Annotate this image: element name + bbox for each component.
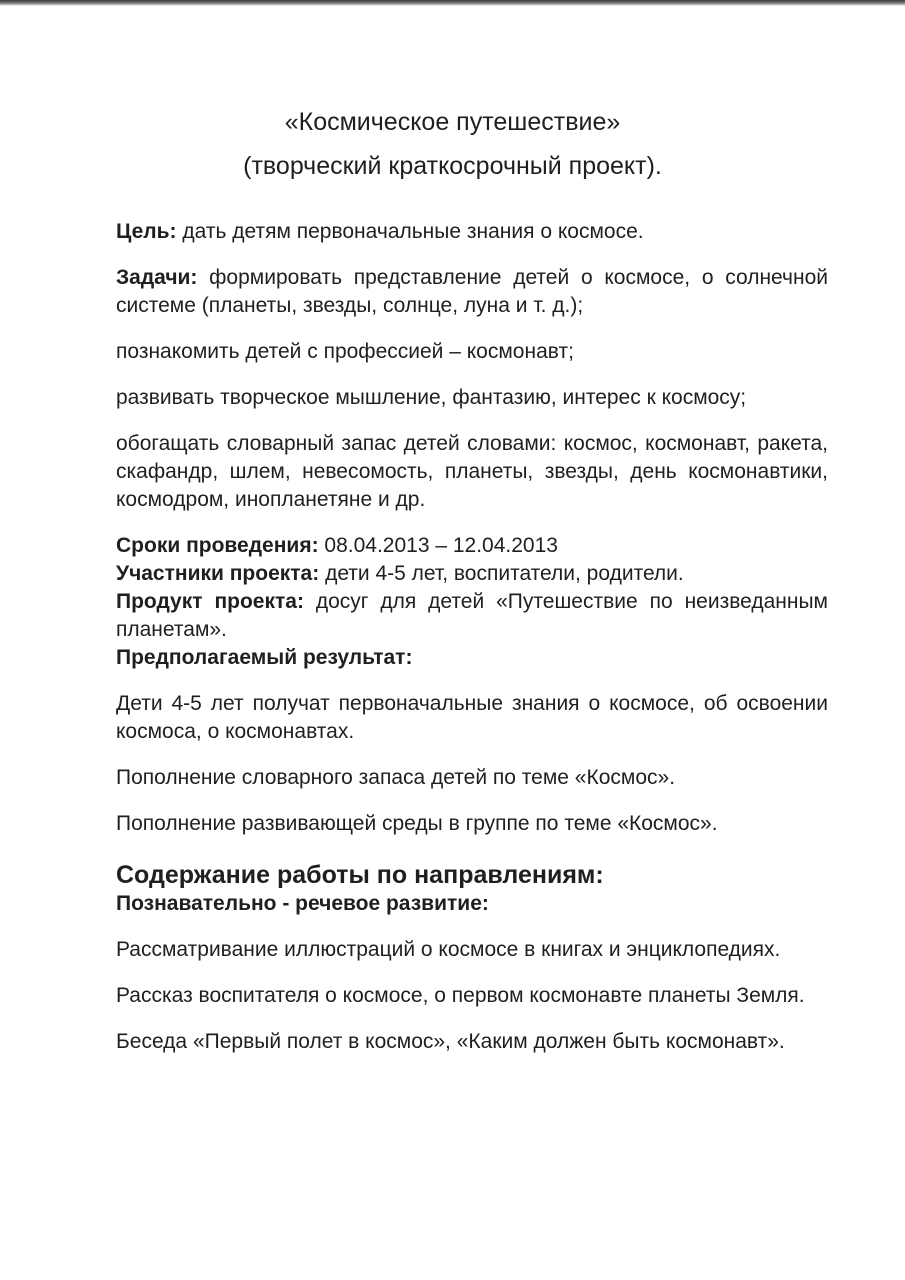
- goal-paragraph: [116, 218, 828, 246]
- content-item-1: Рассматривание иллюстраций о космосе в книгах и энциклопедиях.: [116, 938, 781, 961]
- goal-text: дать детям первоначальные знания о космосе.: [176, 220, 644, 243]
- expected-item-3: Пополнение развивающей среды в группе по теме «Космос».: [116, 812, 718, 835]
- task-item-3: развивать творческое мышление, фантазию, интерес к космосу;: [116, 386, 747, 409]
- section-heading: Содержание работы по направлениям:: [116, 861, 604, 889]
- expected-item-2: Пополнение словарного запаса детей по теме «Космос».: [116, 766, 676, 789]
- product-label: Продукт проекта:: [116, 590, 304, 613]
- product-paragraph: [116, 588, 828, 644]
- task-item-4: обогащать словарный запас детей словами: космос, космонавт, ракета, скафандр, шлем, невесомость, планеты, звезды, день космонавтики, космодром, инопланетяне и др.: [116, 432, 828, 511]
- participants-label: Участники проекта:: [116, 562, 320, 585]
- dates-value: 08.04.2013 – 12.04.2013: [318, 534, 558, 557]
- participants-value: дети 4-5 лет, воспитатели, родители.: [319, 562, 684, 585]
- product-value: досуг для детей «Путешествие по неизведанным планетам».: [116, 590, 828, 641]
- task-item-2: познакомить детей с профессией – космонавт;: [116, 340, 574, 363]
- expected-item-1: Дети 4-5 лет получат первоначальные знания о космосе, об освоении космоса, о космонавтах.: [116, 692, 828, 743]
- tasks-text: формировать представление детей о космосе, о солнечной системе (планеты, звезды, солнце, луна и т. д.);: [116, 266, 828, 317]
- tasks-label: Задачи:: [116, 266, 198, 289]
- dates-label: Сроки проведения:: [116, 534, 319, 557]
- participants-paragraph: [116, 560, 828, 588]
- title-line-2: (творческий краткосрочный проект).: [243, 152, 662, 180]
- page-title: [0, 100, 905, 188]
- tasks-paragraph: [116, 264, 828, 320]
- scan-top-edge: [0, 0, 905, 6]
- expected-label: Предполагаемый результат:: [116, 646, 413, 669]
- goal-label: Цель:: [116, 220, 177, 243]
- dates-paragraph: [116, 532, 828, 560]
- section-subheading: Познавательно - речевое развитие:: [116, 892, 489, 915]
- content-item-3: Беседа «Первый полет в космос», «Каким должен быть космонавт».: [116, 1030, 785, 1053]
- title-line-1: «Космическое путешествие»: [284, 108, 621, 136]
- content-item-2: Рассказ воспитателя о космосе, о первом космонавте планеты Земля.: [116, 984, 805, 1007]
- document-body: [116, 218, 828, 1056]
